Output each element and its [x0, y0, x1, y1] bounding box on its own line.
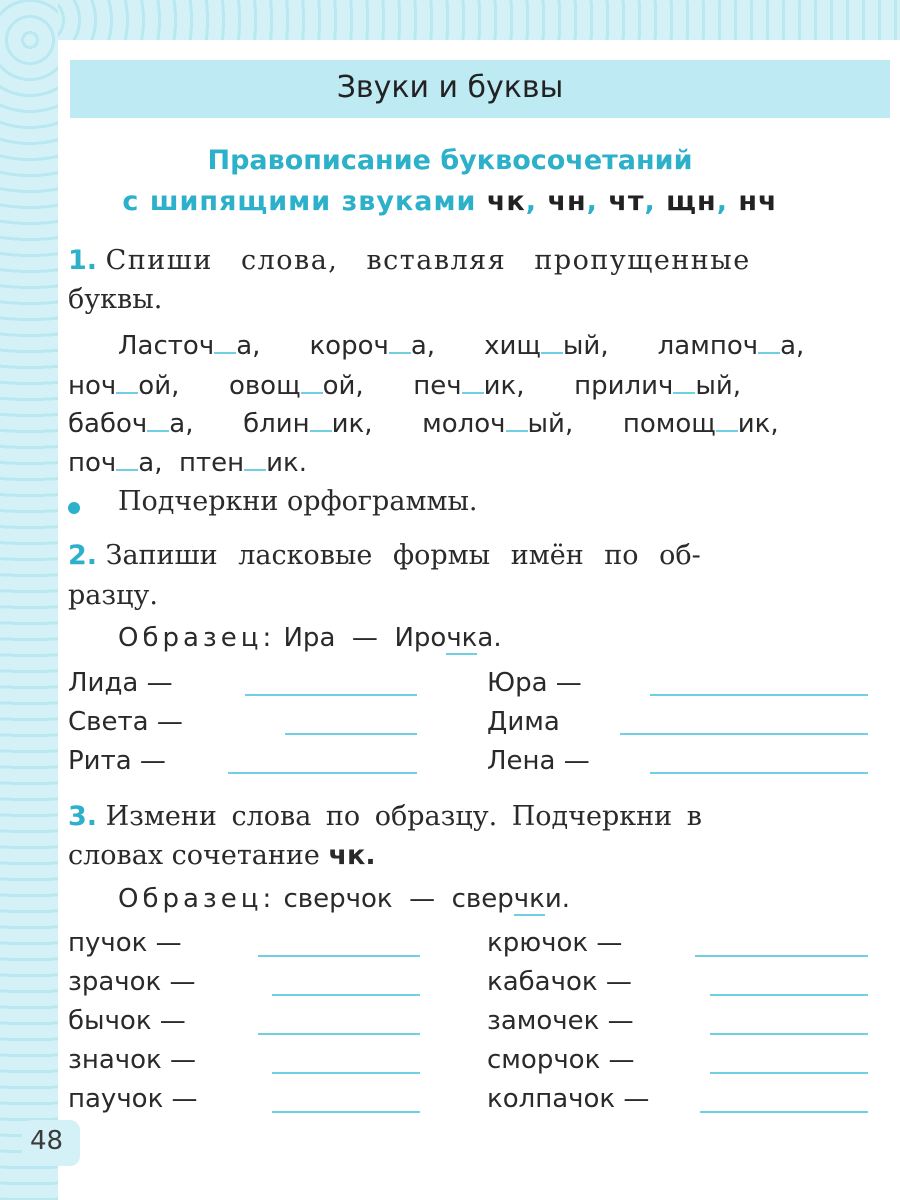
topic-title: Правописание буквосочетаний: [207, 145, 693, 176]
task2-left-2: Рита —: [68, 746, 166, 776]
blank: [244, 447, 266, 471]
task3-left-1: зрачок —: [68, 967, 196, 997]
task3-sample: [118, 884, 570, 914]
blank: [116, 370, 138, 394]
word-part: ой,: [322, 371, 364, 401]
sample-from: Ира: [283, 623, 336, 653]
answer-line[interactable]: [695, 955, 868, 957]
blank: [116, 447, 138, 471]
decorative-frame-left: [0, 0, 58, 1200]
answer-line[interactable]: [228, 772, 417, 774]
answer-line[interactable]: [710, 1072, 868, 1074]
answer-line[interactable]: [650, 694, 868, 696]
word-part: а,: [138, 448, 163, 478]
task3-instruction-bold: чк.: [328, 840, 376, 871]
word-part: а,: [780, 331, 805, 361]
task3-right-2: замочек —: [487, 1006, 634, 1036]
word-part: ый,: [527, 409, 574, 439]
sample-to: Иро: [394, 623, 447, 653]
sample-label: Образец:: [118, 884, 276, 914]
blank: [716, 408, 738, 432]
blank: [506, 408, 528, 432]
word-part: птен: [179, 448, 245, 478]
sample-underline: чк: [446, 623, 478, 653]
sample-from: сверчок: [283, 884, 393, 914]
word-part: ноч: [68, 371, 117, 401]
word-part: овощ: [228, 371, 301, 401]
combo: щн: [666, 186, 717, 217]
task1-words-row3: [68, 408, 779, 439]
word-part: ой,: [138, 371, 180, 401]
task3-left-3: значок —: [68, 1045, 196, 1075]
word-part: ик,: [737, 409, 779, 439]
task3-instruction-line2: [68, 840, 376, 871]
task2-right-1: Дима: [487, 707, 560, 737]
combo: чн: [547, 186, 587, 217]
sample-dash: —: [351, 623, 378, 653]
task1-words-row2: [68, 370, 741, 401]
bullet-icon: [68, 502, 80, 514]
task3-right-4: колпачок —: [487, 1084, 650, 1114]
task2-right-2: Лена —: [487, 746, 590, 776]
task1-words-row4: [68, 447, 307, 478]
task2-left-1: Света —: [68, 707, 183, 737]
answer-line[interactable]: [710, 994, 868, 996]
task3-left-2: бычок —: [68, 1006, 186, 1036]
word-part: помощ: [622, 409, 716, 439]
answer-line[interactable]: [258, 955, 420, 957]
blank: [301, 370, 323, 394]
word-part: ый,: [562, 331, 609, 361]
task3-left-4: паучок —: [68, 1084, 198, 1114]
task3-right-0: крючок —: [487, 928, 623, 958]
word-part: ик.: [266, 448, 308, 478]
blank: [541, 330, 563, 354]
sample-label: Образец:: [118, 623, 276, 653]
answer-line[interactable]: [650, 772, 868, 774]
word-part: блин: [243, 409, 310, 439]
blank: [214, 330, 236, 354]
topic-subtitle: с шипящими звуками чк, чн, чт, щн, нч: [122, 186, 778, 217]
blank: [462, 370, 484, 394]
page-number: 48: [30, 1126, 64, 1156]
blank: [147, 408, 169, 432]
task2-number: 2.: [68, 540, 98, 571]
task1-instruction: [68, 245, 751, 276]
task3-instruction-line1: Измени слова по образцу. Подчеркни в: [105, 801, 702, 832]
task2-instruction: [68, 540, 701, 571]
task2-right-0: Юра —: [487, 668, 582, 698]
task3-left-0: пучок —: [68, 928, 182, 958]
task2-left-0: Лида —: [68, 668, 173, 698]
word-part: молоч: [422, 409, 506, 439]
word-part: Ласточ: [118, 331, 215, 361]
answer-line[interactable]: [245, 694, 417, 696]
word-part: прилич: [574, 371, 674, 401]
word-part: ик,: [331, 409, 373, 439]
word-part: короч: [309, 331, 389, 361]
word-part: поч: [68, 448, 117, 478]
word-part: бабоч: [68, 409, 148, 439]
section-title: Звуки и буквы: [336, 70, 564, 105]
task3-instruction-prefix: словах сочетание: [68, 840, 320, 871]
combo: чк: [486, 186, 526, 217]
sample-to: а.: [477, 623, 502, 653]
sample-to: свер: [451, 884, 514, 914]
task1-instruction-line1: Спиши слова, вставляя пропущенные: [105, 245, 751, 276]
combo: нч: [738, 186, 778, 217]
blank: [310, 408, 332, 432]
sample-underline: чк: [513, 884, 545, 914]
blank: [758, 330, 780, 354]
answer-line[interactable]: [258, 1033, 420, 1035]
word-part: а,: [410, 331, 436, 361]
task2-sample: [118, 623, 502, 653]
task2-instruction-line2: разцу.: [68, 580, 158, 611]
answer-line[interactable]: [272, 994, 420, 996]
word-part: а,: [169, 409, 194, 439]
blank: [389, 330, 411, 354]
sample-to: и.: [544, 884, 571, 914]
sample-dash: —: [409, 884, 436, 914]
task3-right-1: кабачок —: [487, 967, 632, 997]
task1-instruction-line2: буквы.: [68, 284, 163, 315]
word-part: ый,: [695, 371, 742, 401]
answer-line[interactable]: [272, 1072, 420, 1074]
decorative-frame-top: [0, 0, 900, 40]
task3-number: 3.: [68, 801, 98, 832]
task1-words-row1: [118, 330, 804, 361]
answer-line[interactable]: [620, 733, 868, 735]
answer-line[interactable]: [285, 733, 417, 735]
word-part: печ: [413, 371, 462, 401]
answer-line[interactable]: [272, 1111, 420, 1113]
answer-line[interactable]: [700, 1111, 868, 1113]
blank: [673, 370, 695, 394]
task2-instruction-line1: Запиши ласковые формы имён по об-: [105, 540, 701, 571]
task1-number: 1.: [68, 245, 98, 276]
word-part: лампоч: [657, 331, 759, 361]
word-part: а,: [236, 331, 261, 361]
topic-subtitle-prefix: с шипящими звуками: [122, 186, 477, 217]
answer-line[interactable]: [710, 1033, 868, 1035]
combo: чт: [608, 186, 645, 217]
task3-instruction: [68, 801, 702, 832]
word-part: хищ: [484, 331, 541, 361]
task1-bullet-text: Подчеркни орфограммы.: [118, 486, 478, 517]
task3-right-3: сморчок —: [487, 1045, 635, 1075]
word-part: ик,: [483, 371, 525, 401]
